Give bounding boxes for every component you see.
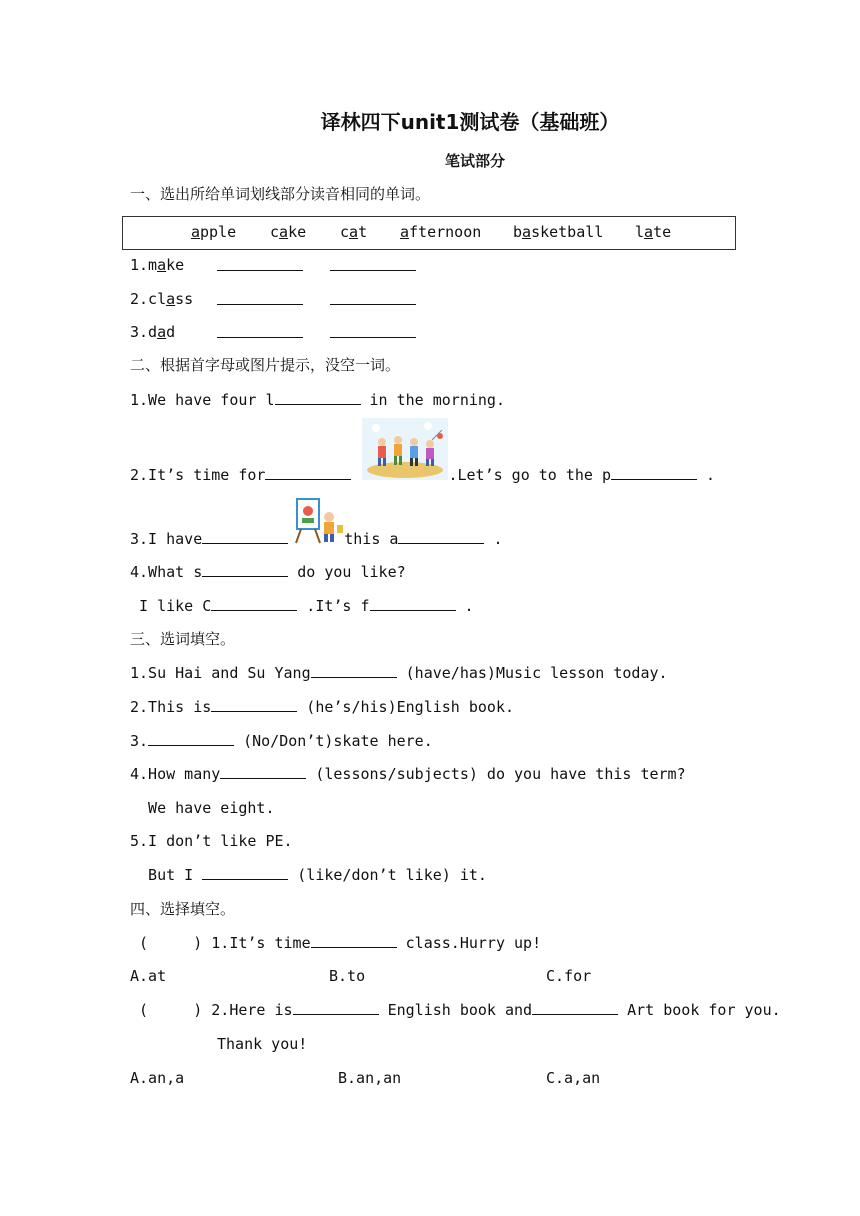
word-bank-box <box>122 216 736 250</box>
s4-q2-option-a: A.an,a <box>130 1069 185 1087</box>
word-bank-item: afternoon <box>400 223 482 241</box>
answer-blank[interactable] <box>398 529 484 544</box>
s4-q2: ( ) 2.Here is English book and Art book for you. <box>130 1001 781 1019</box>
s4-q1-option-a: A.at <box>130 967 167 985</box>
s2-q1: 1.We have four l in the morning. <box>130 391 505 409</box>
answer-blank[interactable] <box>311 663 397 678</box>
page-subtitle: 笔试部分 <box>444 152 505 170</box>
s2-q4-answer: I like C .It’s f . <box>130 597 474 615</box>
answer-blank[interactable] <box>148 731 234 746</box>
answer-blank[interactable] <box>265 465 351 480</box>
section4-heading: 四、选择填空。 <box>130 900 236 918</box>
answer-blank[interactable] <box>202 562 288 577</box>
answer-blank[interactable] <box>330 256 416 271</box>
word-bank-item: late <box>635 223 672 241</box>
answer-blank[interactable] <box>202 865 288 880</box>
page-title: 译林四下unit1测试卷（基础班） <box>320 110 620 134</box>
word-bank-item: apple <box>191 223 237 241</box>
s4-q2-reply: Thank you! <box>217 1035 308 1053</box>
answer-blank[interactable] <box>217 256 303 271</box>
answer-blank[interactable] <box>330 290 416 305</box>
s4-q1-option-c: C.for <box>546 967 592 985</box>
s3-q5: 5.I don’t like PE. <box>130 832 293 850</box>
s2-q2: 2.It’s time for .Let’s go to the p . <box>130 466 716 484</box>
s3-q5-answer: But I (like/don’t like) it. <box>130 866 487 884</box>
s1-item-2: 2.class <box>130 290 194 308</box>
s4-q2-option-c: C.a,an <box>546 1069 601 1087</box>
word-bank-item: basketball <box>513 223 604 241</box>
answer-blank[interactable] <box>217 323 303 338</box>
s1-item-3: 3.dad <box>130 323 176 341</box>
s3-q4-answer: We have eight. <box>130 799 275 817</box>
answer-blank[interactable] <box>532 1000 618 1015</box>
s3-q4: 4.How many (lessons/subjects) do you have this term? <box>130 765 686 783</box>
art-easel-picture <box>293 495 345 545</box>
answer-blank[interactable] <box>611 465 697 480</box>
s3-q2: 2.This is (he’s/his)English book. <box>130 698 515 716</box>
answer-blank[interactable] <box>275 390 361 405</box>
section1-heading: 一、选出所给单词划线部分读音相同的单词。 <box>130 185 431 203</box>
answer-blank[interactable] <box>311 933 397 948</box>
word-bank-item: cat <box>340 223 368 241</box>
answer-blank[interactable] <box>202 529 288 544</box>
s4-q1: ( ) 1.It’s time class.Hurry up! <box>130 934 542 952</box>
answer-blank[interactable] <box>330 323 416 338</box>
section3-heading: 三、选词填空。 <box>130 630 236 648</box>
answer-blank[interactable] <box>293 1000 379 1015</box>
answer-blank[interactable] <box>217 290 303 305</box>
section2-heading: 二、根据首字母或图片提示，没空一词。 <box>130 356 401 374</box>
s3-q1: 1.Su Hai and Su Yang (have/has)Music lesson today. <box>130 664 668 682</box>
answer-blank[interactable] <box>211 697 297 712</box>
answer-blank[interactable] <box>220 764 306 779</box>
answer-blank[interactable] <box>211 596 297 611</box>
s3-q3: 3. (No/Don’t)skate here. <box>130 732 433 750</box>
s2-q4: 4.What s do you like? <box>130 563 406 581</box>
answer-blank[interactable] <box>370 596 456 611</box>
children-playing-picture <box>362 418 448 480</box>
s2-q3: 3.I have this a . <box>130 530 503 548</box>
word-bank-item: cake <box>270 223 307 241</box>
s4-q1-option-b: B.to <box>329 967 366 985</box>
s1-item-1: 1.make <box>130 256 185 274</box>
s4-q2-option-b: B.an,an <box>338 1069 402 1087</box>
